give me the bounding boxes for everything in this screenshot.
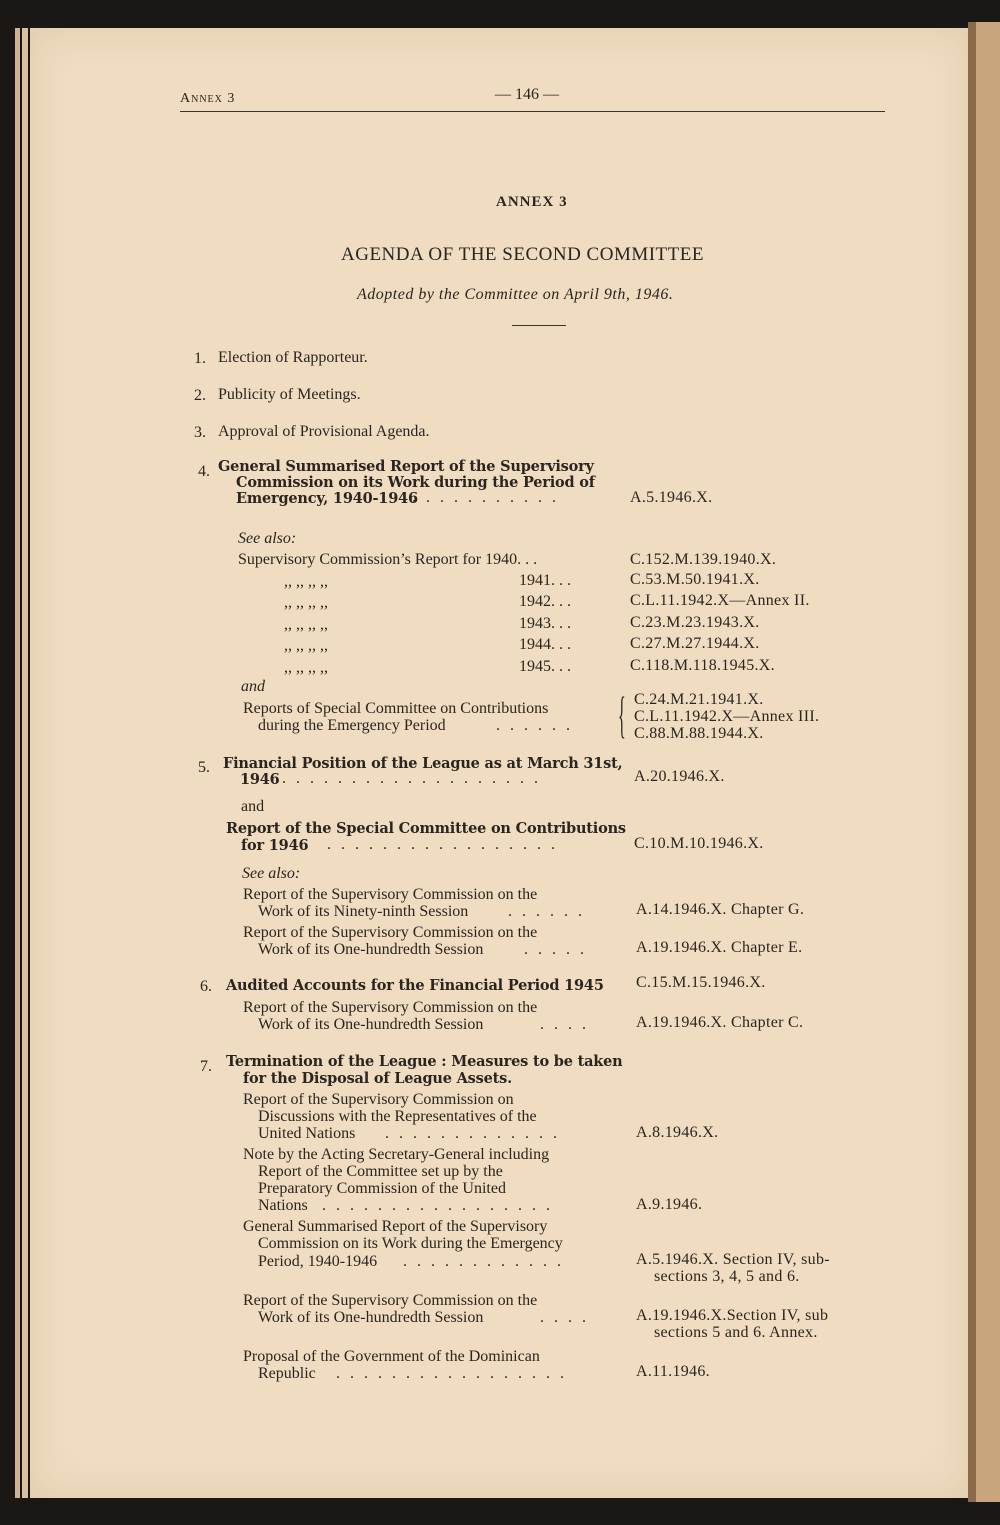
brace: {: [618, 690, 626, 745]
document-reference: A.20.1946.X.: [634, 768, 725, 785]
report-line: Report of the Supervisory Commission on the: [243, 999, 538, 1016]
leader-dots: . . . . . . . . . . . . . . . . .: [327, 836, 558, 853]
ditto-marks: ,, ,, ,, ,,: [284, 616, 328, 633]
report-line: General Summarised Report of the Supervisory: [243, 1218, 548, 1235]
report-year: 1945. . .: [519, 658, 571, 675]
item-heading: Audited Accounts for the Financial Period 1945: [226, 977, 604, 994]
annex-title: ANNEX 3: [496, 194, 568, 210]
document-reference: sections 5 and 6. Annex.: [654, 1324, 818, 1341]
document-reference: A.11.1946.: [636, 1363, 710, 1380]
ditto-marks: ,, ,, ,, ,,: [284, 659, 328, 676]
document-reference: C.23.M.23.1943.X.: [630, 614, 760, 631]
report-line: Proposal of the Government of the Dominican: [243, 1348, 540, 1365]
leader-dots: . . . .: [540, 1016, 589, 1033]
report-line: Report of the Supervisory Commission on the: [243, 1292, 538, 1309]
report-line: Reports of Special Committee on Contributions: [243, 700, 549, 717]
document-reference: A.8.1946.X.: [636, 1124, 719, 1141]
header-rule: [180, 111, 885, 112]
ditto-marks: ,, ,, ,, ,,: [284, 573, 328, 590]
report-line: United Nations: [258, 1125, 356, 1142]
item-heading: for 1946: [241, 837, 309, 854]
report-year: 1943. . .: [519, 615, 571, 632]
report-line: Report of the Supervisory Commission on the: [243, 924, 538, 941]
document-reference: C.15.M.15.1946.X.: [636, 974, 766, 991]
document-reference: C.10.M.10.1946.X.: [634, 835, 764, 852]
document-reference: C.118.M.118.1945.X.: [630, 657, 775, 674]
report-year: 1942. . .: [519, 593, 571, 610]
item-number: 2.: [194, 387, 206, 404]
report-line: Report of the Supervisory Commission on the: [243, 886, 538, 903]
title-rule: [512, 325, 566, 326]
report-line: Report of the Supervisory Commission on: [243, 1091, 514, 1108]
report-year: 1941. . .: [519, 572, 571, 589]
leader-dots: . . . .: [540, 1309, 589, 1326]
item-text: Publicity of Meetings.: [218, 386, 361, 403]
item-heading: Emergency, 1940-1946: [236, 490, 418, 507]
page-stack-edge: [15, 28, 20, 1498]
document-reference: A.5.1946.X.: [630, 489, 713, 506]
item-heading: Commission on its Work during the Period of: [236, 474, 595, 491]
leader-dots: . . . . . .: [496, 717, 573, 734]
facing-page-edge: [968, 22, 1000, 1502]
leader-dots: . . . . . . . . . . . . . . . . .: [336, 1365, 567, 1382]
leader-dots: . . . . . . . . . . . . . . . . .: [322, 1197, 553, 1214]
page-stack-edge: [22, 28, 28, 1498]
item-heading: General Summarised Report of the Supervisory: [218, 458, 594, 475]
item-number: 4.: [198, 463, 210, 480]
ditto-marks: ,, ,, ,, ,,: [284, 637, 328, 654]
item-text: Election of Rapporteur.: [218, 349, 368, 366]
see-also-label: See also:: [242, 865, 301, 882]
ditto-marks: ,, ,, ,, ,,: [284, 594, 328, 611]
report-line: Nations: [258, 1197, 308, 1214]
document-reference: C.24.M.21.1941.X.: [634, 691, 764, 708]
report-year: 1944. . .: [519, 636, 571, 653]
item-heading: Financial Position of the League as at March 31st,: [223, 755, 623, 772]
and-connector: and: [241, 678, 265, 695]
adoption-note: Adopted by the Committee on April 9th, 1946.: [357, 286, 674, 303]
document-reference: C.88.M.88.1944.X.: [634, 725, 764, 742]
document-reference: A.19.1946.X.Section IV, sub: [636, 1307, 829, 1324]
report-line: Note by the Acting Secretary-General including: [243, 1146, 550, 1163]
document-reference: C.L.11.1942.X—Annex II.: [630, 592, 810, 609]
document-reference: A.5.1946.X. Section IV, sub-: [636, 1251, 830, 1268]
report-line: Work of its One-hundredth Session: [258, 941, 484, 958]
report-line: Work of its One-hundredth Session: [258, 1016, 484, 1033]
report-line: Work of its One-hundredth Session: [258, 1309, 484, 1326]
report-line: during the Emergency Period: [258, 717, 446, 734]
and-connector: and: [241, 798, 265, 815]
document-reference: A.19.1946.X. Chapter C.: [636, 1014, 804, 1031]
leader-dots: . . . . . . . . . . . . .: [385, 1125, 560, 1142]
item-heading: Termination of the League : Measures to be taken: [226, 1053, 623, 1070]
see-also-label: See also:: [238, 530, 297, 547]
document-reference: C.L.11.1942.X—Annex III.: [634, 708, 820, 725]
leader-dots: . . . . . .: [508, 903, 585, 920]
agenda-title: AGENDA OF THE SECOND COMMITTEE: [341, 244, 704, 265]
report-line: Report of the Committee set up by the: [258, 1163, 503, 1180]
report-line: Preparatory Commission of the United: [258, 1180, 506, 1197]
item-text: Approval of Provisional Agenda.: [218, 423, 430, 440]
item-number: 6.: [200, 978, 212, 995]
document-reference: A.14.1946.X. Chapter G.: [636, 901, 805, 918]
item-number: 5.: [198, 759, 210, 776]
report-line: Supervisory Commission’s Report for 1940. . .: [238, 551, 538, 568]
item-number: 1.: [194, 350, 206, 367]
document-reference: A.9.1946.: [636, 1196, 703, 1213]
document-reference: C.152.M.139.1940.X.: [630, 551, 777, 568]
report-line: Work of its Ninety-ninth Session: [258, 903, 469, 920]
document-reference: A.19.1946.X. Chapter E.: [636, 939, 803, 956]
item-heading: Report of the Special Committee on Contributions: [226, 820, 626, 837]
item-heading: 1946: [240, 771, 280, 788]
document-reference: C.53.M.50.1941.X.: [630, 571, 760, 588]
document-reference: C.27.M.27.1944.X.: [630, 635, 760, 652]
report-line: Discussions with the Representatives of the: [258, 1108, 537, 1125]
page-number: — 146 —: [495, 86, 559, 103]
leader-dots: . . . . . . . . . . . .: [403, 1253, 564, 1270]
item-heading: for the Disposal of League Assets.: [243, 1070, 512, 1087]
running-head: Annex 3: [180, 91, 236, 106]
item-number: 3.: [194, 424, 206, 441]
item-number: 7.: [200, 1058, 212, 1075]
document-reference: sections 3, 4, 5 and 6.: [654, 1268, 800, 1285]
leader-dots: . . . . . . . . . . . . . . . . . . .: [282, 770, 541, 787]
report-line: Republic: [258, 1365, 316, 1382]
report-line: Commission on its Work during the Emergency: [258, 1235, 563, 1252]
leader-dots: . . . . .: [524, 941, 587, 958]
leader-dots: . . . . . . . . . . .: [412, 489, 559, 506]
report-line: Period, 1940-1946: [258, 1253, 378, 1270]
